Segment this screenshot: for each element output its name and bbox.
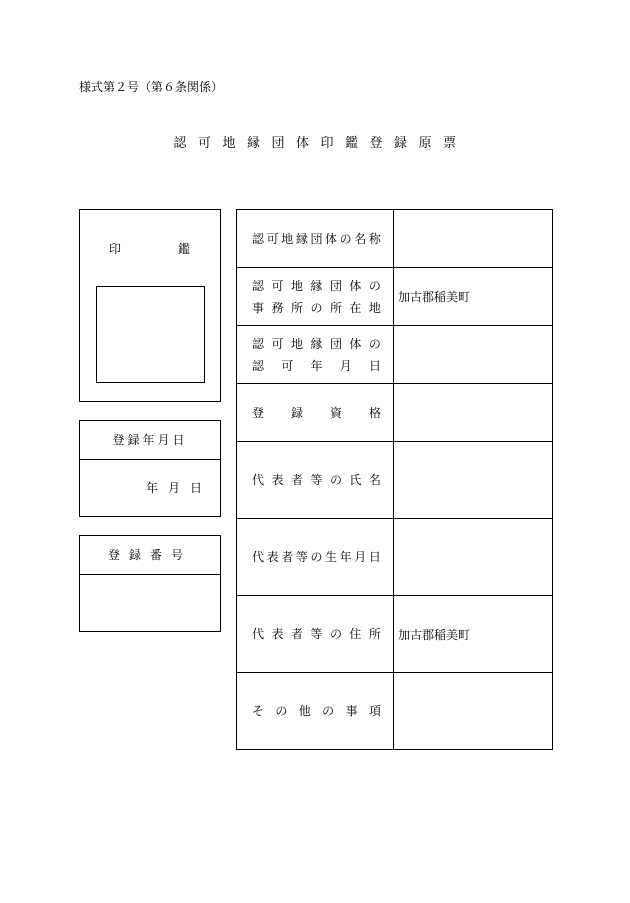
table-row <box>237 519 553 596</box>
table-row <box>237 596 553 673</box>
label-line: そ の 他 の 事 項 <box>252 704 381 718</box>
registration-date-box <box>79 420 221 517</box>
row-value <box>394 326 553 384</box>
row-label <box>237 326 394 384</box>
registration-date-placeholder: 年月日 <box>146 481 213 495</box>
registration-date-header: 登録年月日 <box>80 421 220 460</box>
row-value <box>394 210 553 268</box>
label-line: 代 表 者 等 の 住 所 <box>252 627 381 641</box>
row-label <box>237 210 394 268</box>
table-row <box>237 673 553 750</box>
row-label <box>237 442 394 519</box>
row-value: 加古郡稲美町 <box>394 596 553 673</box>
registration-number-header: 登録番号 <box>80 536 220 575</box>
registration-date-field <box>80 460 220 516</box>
row-label <box>237 268 394 326</box>
row-value <box>394 442 553 519</box>
row-label <box>237 519 394 596</box>
table-row <box>237 442 553 519</box>
page-title-text: 認 可 地 縁 団 体 印 鑑 登 録 原 票 <box>173 136 457 151</box>
label-line: 代 表 者 等 の 氏 名 <box>252 473 381 487</box>
table-row <box>237 384 553 442</box>
table-row <box>237 326 553 384</box>
label-line: 事 務 所 の 所 在 地 <box>252 300 381 315</box>
label-line: 認 可 地 縁 団 体 の <box>252 278 381 293</box>
seal-label-char-2: 鑑 <box>178 242 191 256</box>
seal-impression-area <box>96 286 205 383</box>
row-value: 加古郡稲美町 <box>394 268 553 326</box>
row-value <box>394 384 553 442</box>
row-label <box>237 384 394 442</box>
row-label <box>237 596 394 673</box>
label-line: 認 可 年 月 日 <box>252 358 381 373</box>
registration-number-field <box>80 575 220 631</box>
seal-box <box>79 209 221 402</box>
row-value <box>394 519 553 596</box>
registration-table <box>236 209 553 750</box>
label-line: 登 録 資 格 <box>252 405 381 420</box>
label-line: 認 可 地 縁 団 体 の <box>252 336 381 351</box>
table-row <box>237 210 553 268</box>
label-line: 代 表 者 等 の 生 年 月 日 <box>252 550 381 564</box>
row-label <box>237 673 394 750</box>
table-row <box>237 268 553 326</box>
row-value <box>394 673 553 750</box>
form-number: 様式第２号（第６条関係） <box>79 80 224 94</box>
registration-number-box <box>79 535 221 632</box>
page-title <box>0 136 630 152</box>
seal-label-char-1: 印 <box>109 242 122 256</box>
label-line: 認 可 地 縁 団 体 の 名 称 <box>252 231 381 246</box>
